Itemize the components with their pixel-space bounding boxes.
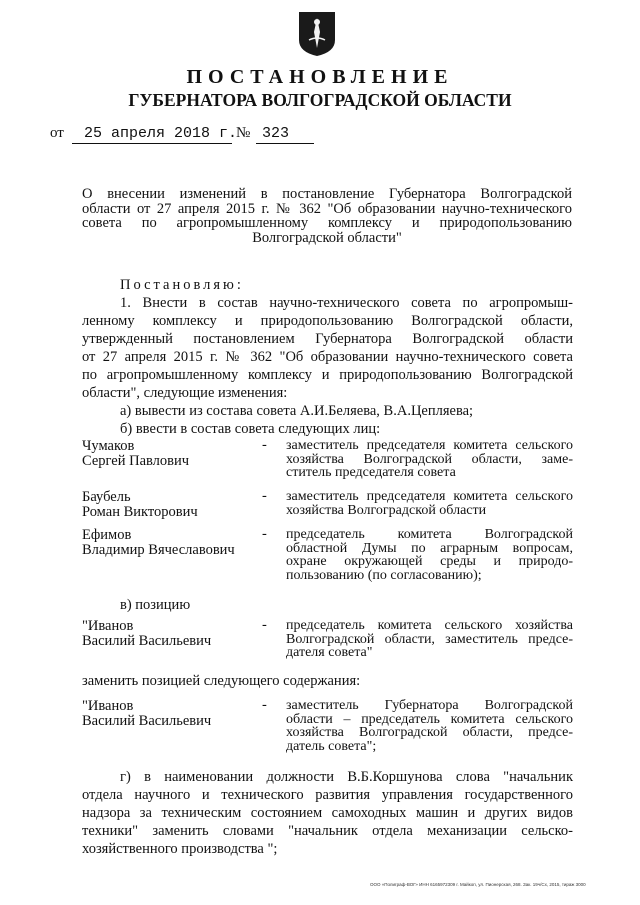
- position-line: Волгоградской области, заместитель предсе-: [286, 631, 573, 647]
- item-v: в) позицию: [120, 597, 191, 613]
- dash-separator: -: [262, 437, 267, 453]
- member-position: [286, 490, 573, 517]
- position-line: дателя совета": [286, 645, 373, 660]
- member-surname: Ефимов: [82, 527, 132, 543]
- position-line: области – председатель комитета сельского: [286, 711, 573, 727]
- document-issuer: ГУБЕРНАТОРА ВОЛГОГРАДСКОЙ ОБЛАСТИ: [128, 90, 512, 110]
- member-name: [82, 490, 198, 519]
- position-line: заместитель председателя комитета сельского: [286, 489, 573, 504]
- document-date: 25 апреля 2018 г.: [84, 125, 238, 142]
- printer-imprint: ООО «Полиграф-ВОГ» ИНН 6165972309 г. Майкоп, ул. Пионерская, 268. Зак. 19ч/Сх, 2015, тираж 3000: [370, 882, 586, 887]
- position-line: хозяйства Волгоградской области: [286, 502, 487, 518]
- member-given-name: Роман Викторович: [82, 503, 198, 520]
- coat-of-arms-emblem: [297, 10, 337, 58]
- subject-line: О внесении изменений в постановление Губернатора Волгоградской: [82, 186, 572, 202]
- number-underline: [256, 143, 314, 144]
- member-given-name: Владимир Вячеславович: [82, 541, 235, 558]
- position-line: председатель комитета Волгоградской: [286, 527, 573, 542]
- decree-heading: Постановляю:: [120, 277, 244, 293]
- dash-separator: -: [262, 697, 267, 713]
- new-position-name: [82, 699, 211, 728]
- paragraph-line: г) в наименовании должности В.Б.Коршунова слова "начальник: [120, 769, 573, 785]
- member-given-name: Василий Васильевич: [82, 712, 212, 729]
- position-line: хозяйства Волгоградской области, предсе-: [286, 725, 573, 740]
- position-line: ститель председателя совета: [286, 465, 456, 480]
- member-surname: "Иванов: [82, 698, 134, 714]
- subject-line: области от 27 апреля 2015 г. № 362 "Об образовании научно-технического: [82, 200, 572, 217]
- new-position-text: [286, 699, 573, 753]
- number-prefix: №: [236, 125, 251, 141]
- old-position-name: [82, 619, 211, 648]
- paragraph-line: хозяйственного производства ";: [82, 841, 278, 857]
- paragraph-line: ленному комплексу и природопользованию Волгоградской области,: [82, 313, 573, 329]
- old-position-text: [286, 619, 573, 660]
- member-given-name: Сергей Павлович: [82, 452, 190, 469]
- paragraph-line: от 27 апреля 2015 г. № 362 "Об образовании научно-технического совета: [82, 349, 573, 365]
- dash-separator: -: [262, 488, 267, 504]
- date-underline: [72, 143, 232, 144]
- member-name: [82, 528, 235, 557]
- member-name: [82, 439, 189, 468]
- replace-with-text: заменить позицией следующего содержания:: [82, 673, 361, 689]
- member-position: [286, 439, 573, 480]
- paragraph-line: отдела научного и технического развития управления государственного: [82, 787, 573, 803]
- position-line: охране окружающей среды и природо-: [286, 554, 573, 569]
- position-line: датель совета";: [286, 738, 377, 754]
- position-line: председатель комитета сельского хозяйства: [286, 618, 573, 633]
- document-title: ПОСТАНОВЛЕНИЕ: [186, 66, 454, 88]
- member-surname: "Иванов: [82, 618, 134, 634]
- paragraph-line: техники" заменить словами "начальник отдела механизации сельско-: [82, 823, 573, 839]
- item-a: а) вывести из состава совета А.И.Беляева, В.А.Цепляева;: [120, 403, 474, 419]
- paragraph-line: надзора за техническим состоянием самоходных машин и других видов: [82, 805, 573, 821]
- subject-line: Волгоградской области": [252, 229, 402, 246]
- dash-separator: -: [262, 526, 267, 542]
- paragraph-line: утвержденный постановлением Губернатора Волгоградской области: [82, 331, 573, 347]
- position-line: заместитель Губернатора Волгоградской: [286, 698, 573, 713]
- dash-separator: -: [262, 617, 267, 633]
- item-b: б) ввести в состав совета следующих лиц:: [120, 421, 381, 437]
- member-surname: Чумаков: [82, 438, 135, 454]
- subject-line: совета по агропромышленному комплексу и природопользованию: [82, 215, 572, 231]
- position-line: областной Думы по аграрным вопросам,: [286, 540, 573, 556]
- paragraph-line: 1. Внести в состав научно-технического совета по агропромыш-: [120, 295, 573, 311]
- member-surname: Баубель: [82, 489, 131, 505]
- position-line: хозяйства Волгоградской области, заме-: [286, 451, 573, 467]
- position-line: заместитель председателя комитета сельского: [286, 438, 573, 453]
- document-number: 323: [262, 125, 290, 142]
- date-prefix: от: [50, 125, 64, 141]
- member-given-name: Василий Васильевич: [82, 632, 212, 649]
- paragraph-line: области", следующие изменения:: [82, 385, 288, 401]
- member-position: [286, 528, 573, 582]
- position-line: пользованию (по согласованию);: [286, 567, 482, 583]
- document-subject: [82, 187, 572, 245]
- paragraph-line: по агропромышленному комплексу и природопользованию Волгоградской: [82, 367, 573, 383]
